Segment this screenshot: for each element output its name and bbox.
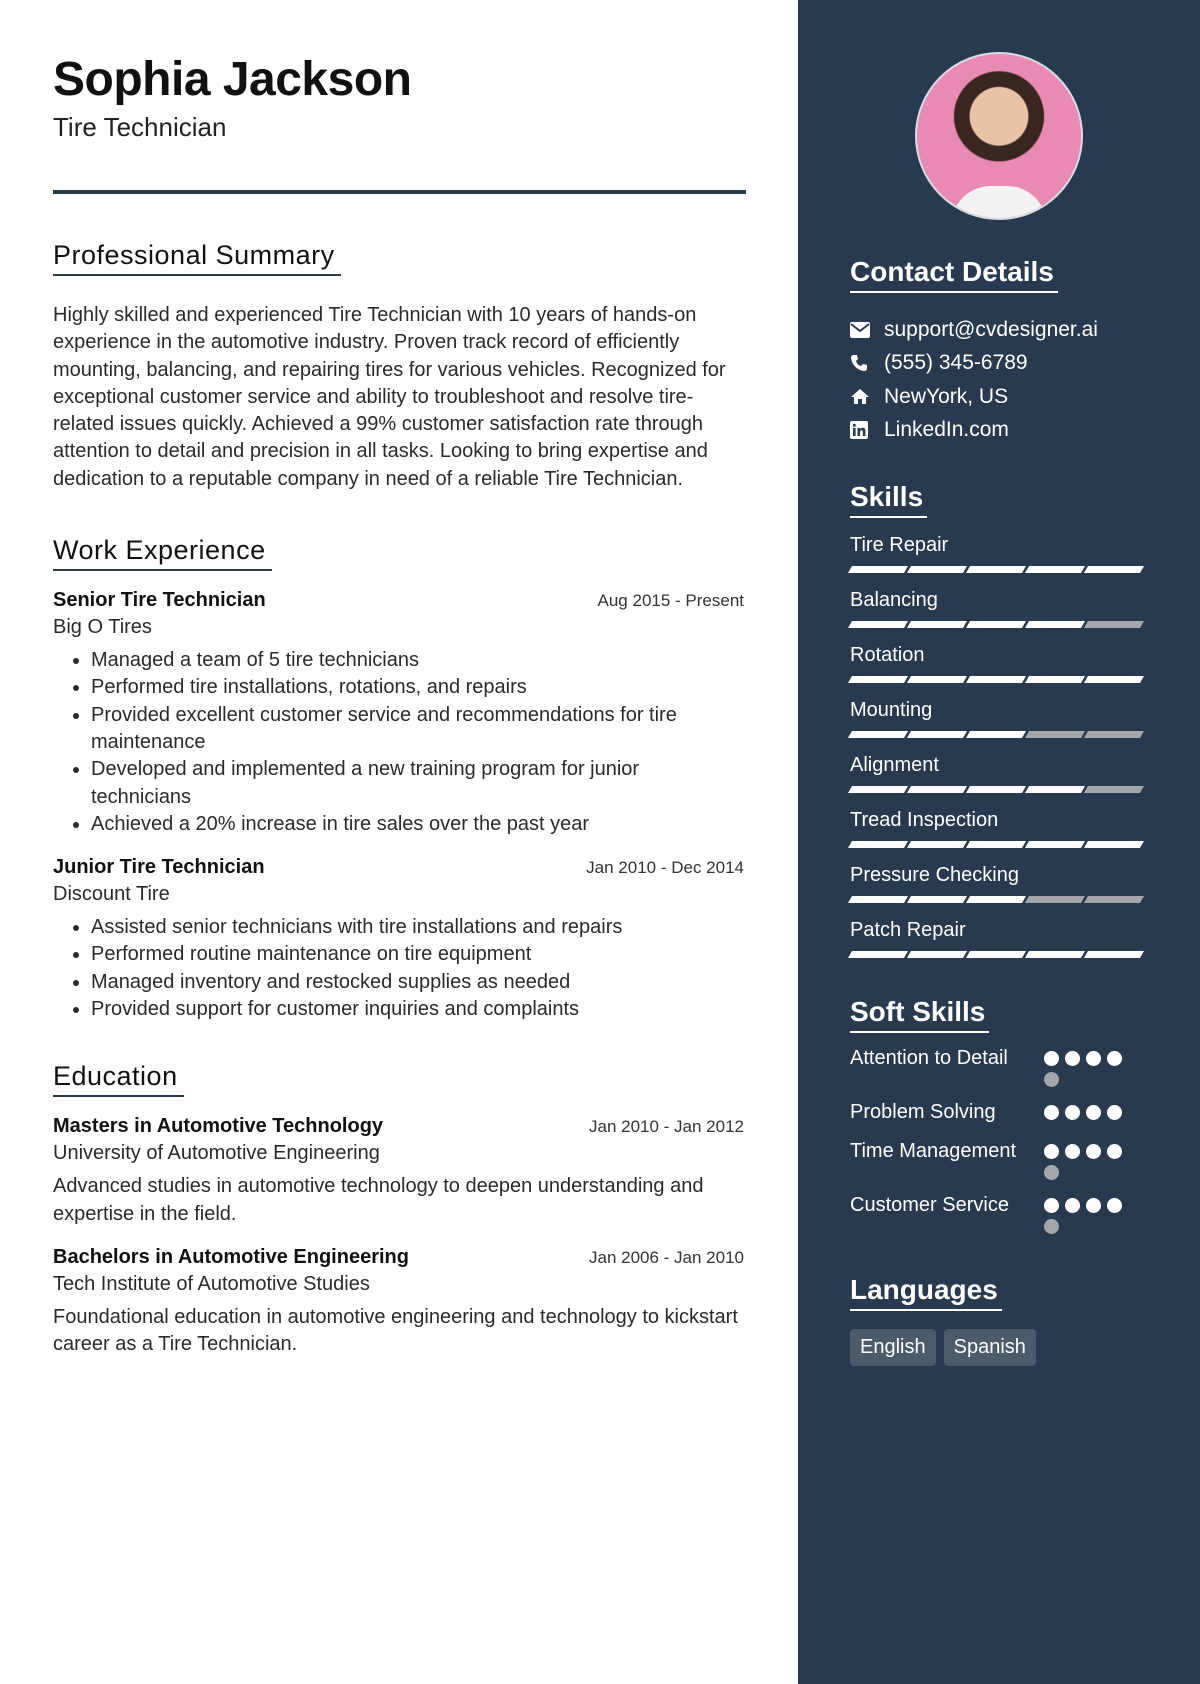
skill-label: Rotation — [850, 644, 925, 666]
skill-segment-filled — [1084, 566, 1144, 573]
skill-segment-filled — [966, 676, 1026, 683]
skill-label: Alignment — [850, 754, 939, 776]
languages-list — [850, 1329, 1148, 1366]
list-item: • Provided support for customer inquiries and complaints — [91, 996, 744, 1023]
skill-rating-bar — [850, 786, 1148, 793]
rating-dot-filled — [1107, 1144, 1122, 1159]
job-company: Big O Tires — [53, 616, 152, 639]
education-description: Foundational education in automotive engineering and technology to kickstart career as a Tire Technician. — [53, 1305, 738, 1356]
envelope-icon — [850, 322, 884, 338]
skill-segment-filled — [907, 731, 967, 738]
skills-heading: Skills — [850, 481, 927, 518]
skill-label: Mounting — [850, 699, 933, 721]
rating-dot-filled — [1086, 1144, 1101, 1159]
skill-segment-empty — [1084, 896, 1144, 903]
contact-linkedin-text: LinkedIn.com — [884, 418, 1009, 442]
rating-dot-filled — [1065, 1198, 1080, 1213]
list-item: • Achieved a 20% increase in tire sales over the past year — [91, 811, 744, 838]
skill-segment-filled — [907, 896, 967, 903]
soft-skill-label: Customer Service — [850, 1194, 1009, 1216]
job-date: Jan 2010 - Dec 2014 — [586, 858, 744, 878]
skill-segment-filled — [907, 786, 967, 793]
rating-dot-filled — [1086, 1051, 1101, 1066]
skill-segment-filled — [966, 566, 1026, 573]
education-date: Jan 2006 - Jan 2010 — [588, 1247, 744, 1267]
skill-segment-filled — [848, 676, 908, 683]
skills-list — [850, 532, 1148, 958]
summary-heading: Professional Summary — [53, 240, 341, 276]
skill-segment-empty — [1084, 786, 1144, 793]
soft-skill-item — [850, 1099, 1148, 1126]
skill-item — [850, 862, 1148, 903]
skill-segment-filled — [848, 951, 908, 958]
skill-segment-filled — [907, 841, 967, 848]
avatar-shirt — [951, 186, 1047, 220]
contact-linkedin[interactable] — [850, 414, 1148, 448]
soft-skill-item — [850, 1138, 1148, 1180]
rating-dot-filled — [1086, 1198, 1101, 1213]
summary-text: Highly skilled and experienced Tire Technician with 10 years of hands-on experience in the automotive industry. Proven track record of efficiently mounting, balancing, and repairing tires for various vehicles. Recognized for exceptional customer service and ability to troubleshoot and resolve tire-related issues quickly. Achieved a 99% customer satisfaction rate through attention to detail and precision in all tasks. Looking to bring expertise and dedication to a reputable company in need of a reliable Tire Technician. — [53, 304, 726, 490]
job-title: Junior Tire Technician — [53, 856, 265, 879]
rating-dot-empty — [1044, 1165, 1059, 1180]
job-entry — [53, 856, 744, 1023]
skill-rating-bar — [850, 841, 1148, 848]
header-divider — [53, 190, 746, 194]
list-item: • Performed tire installations, rotations, and repairs — [91, 674, 744, 701]
skill-label: Balancing — [850, 589, 938, 611]
skill-segment-filled — [907, 951, 967, 958]
job-bullets — [53, 914, 744, 1023]
rating-dot-filled — [1065, 1051, 1080, 1066]
rating-dot-filled — [1107, 1051, 1122, 1066]
soft-skill-rating — [1044, 1045, 1128, 1087]
contact-phone[interactable] — [850, 347, 1148, 381]
skill-segment-filled — [1025, 621, 1085, 628]
skill-segment-filled — [966, 951, 1026, 958]
skill-rating-bar — [850, 731, 1148, 738]
contact-email-text: support@cvdesigner.ai — [884, 317, 1098, 341]
soft-skill-item — [850, 1192, 1148, 1234]
skill-label: Tire Repair — [850, 534, 949, 556]
skill-segment-filled — [966, 786, 1026, 793]
soft-skills-list — [850, 1045, 1148, 1234]
skill-segment-filled — [907, 566, 967, 573]
skill-segment-filled — [966, 731, 1026, 738]
skill-segment-filled — [966, 621, 1026, 628]
education-entry — [53, 1115, 744, 1228]
language-chip: Spanish — [944, 1329, 1036, 1366]
soft-skill-rating — [1044, 1138, 1128, 1180]
list-item: • Managed a team of 5 tire technicians — [91, 647, 744, 674]
list-item: • Performed routine maintenance on tire equipment — [91, 941, 744, 968]
skill-segment-empty — [1025, 896, 1085, 903]
candidate-title: Tire Technician — [53, 112, 227, 142]
skill-label: Tread Inspection — [850, 809, 999, 831]
job-title: Senior Tire Technician — [53, 589, 266, 612]
skill-rating-bar — [850, 621, 1148, 628]
contact-heading: Contact Details — [850, 256, 1058, 293]
soft-skill-rating — [1044, 1192, 1128, 1234]
skill-item — [850, 807, 1148, 848]
skill-segment-filled — [907, 676, 967, 683]
linkedin-icon — [850, 421, 884, 439]
skill-segment-filled — [966, 841, 1026, 848]
skill-segment-filled — [966, 896, 1026, 903]
skill-segment-filled — [1084, 841, 1144, 848]
rating-dot-filled — [1044, 1105, 1059, 1120]
skill-rating-bar — [850, 676, 1148, 683]
education-description: Advanced studies in automotive technology to deepen understanding and expertise in the field. — [53, 1175, 704, 1225]
skill-label: Patch Repair — [850, 919, 966, 941]
skill-item — [850, 587, 1148, 628]
skill-rating-bar — [850, 566, 1148, 573]
contact-list — [850, 313, 1148, 447]
skill-item — [850, 917, 1148, 958]
contact-email[interactable] — [850, 313, 1148, 347]
school-name: University of Automotive Engineering — [53, 1142, 380, 1165]
skill-segment-filled — [1025, 786, 1085, 793]
rating-dot-empty — [1044, 1219, 1059, 1234]
language-chip: English — [850, 1329, 936, 1366]
skill-rating-bar — [850, 896, 1148, 903]
skill-item — [850, 642, 1148, 683]
skill-segment-filled — [848, 786, 908, 793]
skill-segment-empty — [1084, 621, 1144, 628]
contact-location-text: NewYork, US — [884, 384, 1009, 408]
phone-icon — [850, 354, 884, 372]
rating-dot-filled — [1065, 1105, 1080, 1120]
skill-item — [850, 532, 1148, 573]
rating-dot-empty — [1044, 1072, 1059, 1087]
skill-segment-filled — [1084, 951, 1144, 958]
languages-heading: Languages — [850, 1274, 1002, 1311]
rating-dot-filled — [1107, 1105, 1122, 1120]
list-item: • Provided excellent customer service and recommendations for tire maintenance — [91, 702, 744, 757]
skill-segment-filled — [848, 621, 908, 628]
job-company: Discount Tire — [53, 883, 170, 906]
skill-segment-filled — [848, 841, 908, 848]
skill-segment-filled — [1025, 566, 1085, 573]
work-heading: Work Experience — [53, 535, 272, 571]
list-item: • Assisted senior technicians with tire installations and repairs — [91, 914, 744, 941]
skill-segment-empty — [1084, 731, 1144, 738]
list-item: • Managed inventory and restocked supplies as needed — [91, 969, 744, 996]
home-icon — [850, 388, 884, 405]
skill-segment-empty — [1025, 731, 1085, 738]
contact-location — [850, 380, 1148, 414]
degree-title: Bachelors in Automotive Engineering — [53, 1245, 409, 1268]
skill-item — [850, 752, 1148, 793]
rating-dot-filled — [1065, 1144, 1080, 1159]
rating-dot-filled — [1107, 1198, 1122, 1213]
job-entry — [53, 589, 744, 838]
skill-label: Pressure Checking — [850, 864, 1019, 886]
rating-dot-filled — [1044, 1144, 1059, 1159]
soft-skill-label: Problem Solving — [850, 1101, 996, 1123]
sidebar — [798, 0, 1200, 1684]
soft-skills-heading: Soft Skills — [850, 996, 989, 1033]
degree-title: Masters in Automotive Technology — [53, 1115, 384, 1138]
job-bullets — [53, 647, 744, 838]
skill-segment-filled — [1025, 951, 1085, 958]
skill-segment-filled — [848, 731, 908, 738]
skill-segment-filled — [848, 896, 908, 903]
avatar — [915, 52, 1083, 220]
skill-segment-filled — [1025, 676, 1085, 683]
education-heading: Education — [53, 1061, 184, 1097]
skill-item — [850, 697, 1148, 738]
soft-skill-item — [850, 1045, 1148, 1087]
soft-skill-label: Attention to Detail — [850, 1047, 1008, 1069]
skill-segment-filled — [848, 566, 908, 573]
education-entry — [53, 1246, 744, 1359]
skill-segment-filled — [1025, 841, 1085, 848]
rating-dot-filled — [1044, 1051, 1059, 1066]
rating-dot-filled — [1044, 1198, 1059, 1213]
job-date: Aug 2015 - Present — [597, 591, 744, 611]
school-name: Tech Institute of Automotive Studies — [53, 1272, 370, 1295]
skill-segment-filled — [907, 621, 967, 628]
education-date: Jan 2010 - Jan 2012 — [588, 1117, 744, 1137]
candidate-name: Sophia Jackson — [53, 53, 412, 106]
list-item: • Developed and implemented a new training program for junior technicians — [91, 756, 744, 811]
skill-rating-bar — [850, 951, 1148, 958]
rating-dot-filled — [1086, 1105, 1101, 1120]
skill-segment-filled — [1084, 676, 1144, 683]
soft-skill-rating — [1044, 1099, 1128, 1126]
contact-phone-text: (555) 345-6789 — [884, 351, 1028, 375]
soft-skill-label: Time Management — [850, 1140, 1016, 1162]
